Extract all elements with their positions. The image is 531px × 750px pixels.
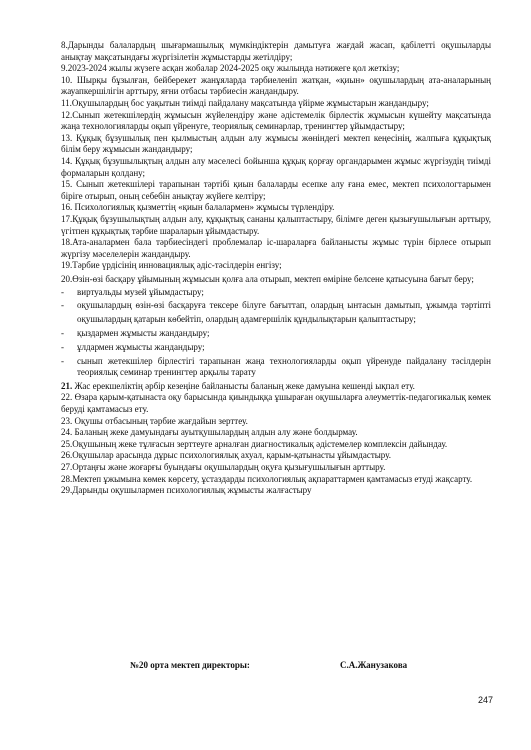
paragraph: 10. Шырқы бұзылған, бейберекет жанұяларда тәрбиеленіп жатқан, «қиын» оқушылардың ата-аналарының жауапкершілігін арттыру, яғни отбасы тәрбиесін жандандыру. — [61, 74, 491, 97]
paragraph: 8.Дарынды балалардың шығармашылық мүмкіндіктерін дамытуға жағдай жасап, қабілетті оқушыларды анықтау мақсатындағы жүргізілетін жұмыстарды жетілдіру; — [61, 40, 491, 62]
dash-list-item — [61, 328, 491, 340]
page-number: 247 — [478, 695, 494, 705]
paragraph: 17.Құқық бұзушылықтың алдын алу, құқықтық сананы қалыптастыру, білімге деген қызығушылығын арттыру, үгітпен құқықтық тәрбие шараларын ұйымдастыру. — [61, 213, 491, 236]
dash-item-text: сынып жетекшілер бірлестігі тарапынан жаңа технологияларды оқып үйренуде пайдалану тәсілдерін теориялық семинар тренингтер арқылы тарату — [77, 355, 491, 378]
paragraph: 24. Баланың жеке дамуындағы ауытқушылардың алдын алу және болдырмау. — [61, 427, 358, 438]
paragraph: 13. Құқық бұзушылық пен қылмыстың алдын алу жұмысы жөніндегі мектеп кеңесінің, жалпыға құқықтық білім беру жұмысын жандандыру; — [61, 132, 491, 155]
signature-title: №20 орта мектеп директоры: — [130, 660, 250, 670]
paragraph: 14. Құқық бұзушылықтың алдын алу мәселесі бойынша құқық қорғау органдарымен жұмыс жүргізудің тиімді формаларын қолдану; — [61, 155, 491, 178]
item-text: Жас ерекшеліктің әрбір кезеңіне байланысты баланың жеке дамуына кешенді ықпал ету. — [72, 380, 415, 391]
dash-marker: - — [61, 355, 64, 366]
paragraph: 16. Психологиялық қызметтің «қиын балалармен» жұмысы түрлендіру. — [61, 202, 335, 213]
dash-item-text: ұлдармен жұмысты жандандыру; — [77, 342, 205, 353]
signature-name: С.А.Жанузакова — [340, 660, 408, 670]
paragraph: 22. Өзара қарым-қатынаста оқу барысында қиындыққа ұшыраған оқушыларға әлеуметтік-педагогикалық көмек беруді қамтамасыз ету. — [61, 392, 491, 415]
document-body — [61, 40, 491, 497]
dash-list-item — [61, 356, 491, 379]
dash-marker: - — [61, 300, 64, 311]
item-number: 21. — [61, 380, 73, 391]
paragraph: 29.Дарынды оқушылармен психологиялық жұмысты жалғастыру — [61, 485, 312, 496]
paragraph: 19.Тәрбие үрдісінің инновациялық әдіс-тәсілдерін енгізу; — [61, 260, 282, 271]
paragraph: 23. Оқушы отбасының тәрбие жағдайын зерттеу. — [61, 415, 248, 426]
paragraph: 27.Ортаңғы және жоғарғы буындағы оқушылардың оқуға қызығушылығын арттыру. — [61, 462, 386, 472]
dash-marker: - — [61, 286, 64, 297]
paragraph: 15. Сынып жетекшілері тарапынан тәртібі қиын балаларды есепке алу ғана емес, мектеп психологтарымен біріге отырып, оның себебін анықтау жүйеге келтіру; — [61, 179, 491, 201]
paragraph: 18.Ата-аналармен бала тәрбиесіндегі проблемалар іс-шараларға байланысты жұмыс түрін бірлесе отырып жүргізу мәселелерін жандандыру. — [61, 237, 491, 259]
paragraph: 20.Өзін-өзі басқару ұйымының жұмысын қолға ала отырып, мектеп өміріне белсене қатысуына бағыт беру; — [61, 273, 474, 284]
dash-item-text: қыздармен жұмысты жандандыру; — [77, 328, 210, 339]
paragraph: 25.Оқушының жеке тұлғасын зерттеуге арналған диагностикалық әдістемелер комплексін дайындау. — [61, 438, 448, 449]
paragraph: 11.Оқушылардың бос уақытын тиімді пайдалану мақсатында үйірме жұмыстарын жандандыру; — [61, 97, 429, 108]
dash-marker: - — [61, 342, 64, 353]
paragraph: 12.Сынып жетекшілердің жұмысын жүйелендіру және әдістемелік бірлестік жұмысын күшейту мақсатында жаңа технологияларды оқып үйренуге, теориялық семинарлар, тренингтер ұйымдастыру; — [61, 109, 491, 132]
paragraph: 26.Оқушылар арасында дұрыс психологиялық ахуал, қарым-қатынасты ұйымдастыру. — [61, 450, 392, 461]
paragraph: 9.2023-2024 жылы жүзеге асқан жобалар 2024-2025 оқу жылында нәтижеге қол жеткізу; — [61, 63, 400, 74]
paragraph: 28.Мектеп ұжымына көмек көрсету, ұстаздарды психологиялық ақпараттармен қамтамасыз етуді жақсарту. — [61, 473, 473, 484]
dash-item-text: виртуальды музей ұйымдастыру; — [77, 286, 204, 297]
dash-item-text: оқушылардың өзін-өзі басқаруға тексере білуге бағыттап, олардың ынтасын дамытып, ұжымда тәртіпті оқушылардың қатарын көбейтіп, олардың адамгершілік құндылықтарын қалыптастыру; — [77, 300, 491, 325]
dash-list-item — [61, 287, 491, 299]
paragraph-21 — [61, 381, 491, 393]
dash-marker: - — [61, 328, 64, 339]
dash-list-item — [61, 298, 491, 326]
dash-list-item — [61, 342, 491, 354]
